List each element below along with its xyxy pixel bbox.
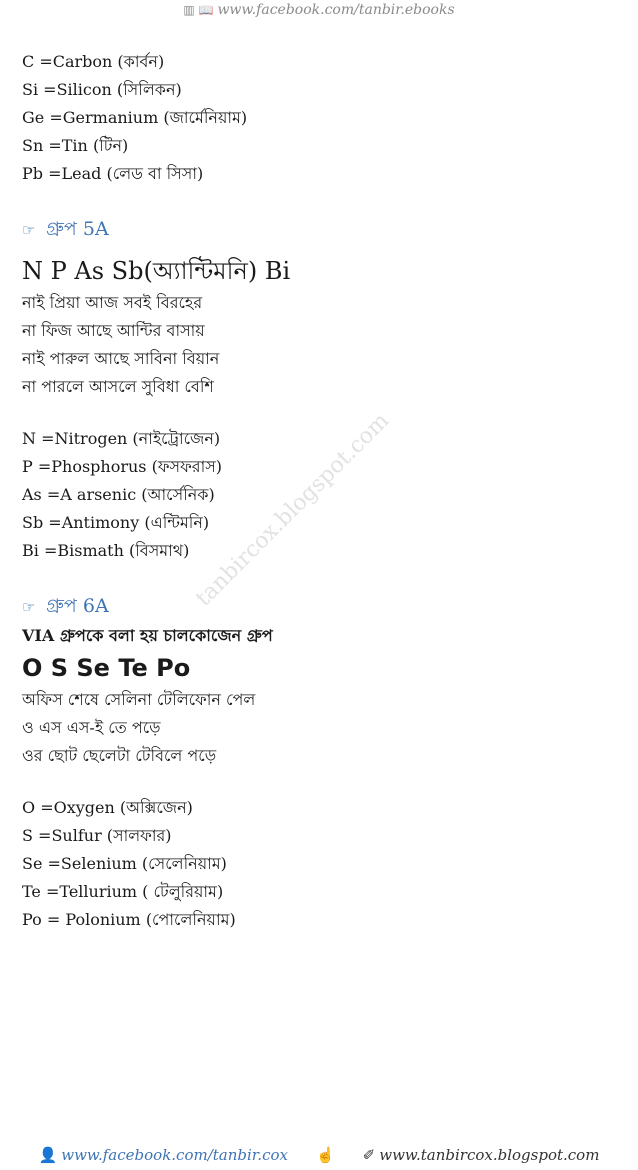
group4-element-list <box>22 48 622 188</box>
group6-heading-text: গ্রুপ 6A <box>46 595 109 617</box>
mnemonic-line: না ফিজ আছে আন্টির বাসায় <box>22 321 205 340</box>
group6-subheading: VIA গ্রুপকে বলা হয় চালকোজেন গ্রুপ <box>22 626 273 645</box>
mnemonic-line: না পারলে আসলে সুবিধা বেশি <box>22 377 214 396</box>
user-icon: 👤 <box>38 1146 58 1164</box>
element-line: P =Phosphorus (ফসফরাস) <box>22 457 223 476</box>
footer-blog-link[interactable] <box>363 1146 600 1164</box>
element-line: Se =Selenium (সেলেনিয়াম) <box>22 854 227 873</box>
group6-element-list <box>22 794 622 934</box>
link-icon: ✐ <box>362 1146 376 1164</box>
element-line: O =Oxygen (অক্সিজেন) <box>22 798 193 817</box>
mnemonic-line: নাই পারুল আছে সাবিনা বিয়ান <box>22 349 220 368</box>
mnemonic-line: নাই প্রিয়া আজ সবই বিরহের <box>22 293 203 312</box>
group5-mnemonic <box>22 289 622 401</box>
header-url: www.facebook.com/tanbir.ebooks <box>217 2 455 18</box>
element-line: S =Sulfur (সালফার) <box>22 826 172 845</box>
element-line: Te =Tellurium ( টেলুরিয়াম) <box>22 882 224 901</box>
element-line: Bi =Bismath (বিসমাথ) <box>22 541 190 560</box>
watermark: tanbircox.blogspot.com <box>191 408 395 612</box>
group6-heading <box>22 591 622 622</box>
group5-symbols: N P As Sb(অ্যান্টিমনি) Bi <box>22 257 291 285</box>
element-line: Sb =Antimony (এন্টিমনি) <box>22 513 210 532</box>
book-icon: ▥ 📖 <box>183 3 214 17</box>
group5-heading-text: গ্রুপ 5A <box>46 218 109 240</box>
element-line: C =Carbon (কার্বন) <box>22 52 165 71</box>
group5-heading <box>22 214 622 245</box>
element-line: As =A arsenic (আর্সেনিক) <box>22 485 215 504</box>
footer-left-text: www.facebook.com/tanbir.cox <box>61 1146 288 1164</box>
element-line: Ge =Germanium (জার্মেনিয়াম) <box>22 108 248 127</box>
document-body <box>22 48 622 934</box>
hand-icon: ☝ <box>315 1146 335 1164</box>
element-line: Pb =Lead (লেড বা সিসা) <box>22 164 204 183</box>
mnemonic-line: ও এস এস-ই তে পড়ে <box>22 718 161 737</box>
footer-facebook-link[interactable] <box>39 1146 288 1164</box>
group6-mnemonic <box>22 686 622 770</box>
page-header <box>0 2 638 18</box>
pointing-hand-icon: ☞ <box>22 598 36 616</box>
element-line: N =Nitrogen (নাইট্রোজেন) <box>22 429 221 448</box>
pointing-hand-icon: ☞ <box>22 221 36 239</box>
page-footer <box>0 1146 638 1164</box>
element-line: Po = Polonium (পোলেনিয়াম) <box>22 910 236 929</box>
element-line: Si =Silicon (সিলিকন) <box>22 80 182 99</box>
group5-element-list <box>22 425 622 565</box>
footer-right-text: www.tanbircox.blogspot.com <box>379 1146 600 1164</box>
element-line: Sn =Tin (টিন) <box>22 136 129 155</box>
mnemonic-line: ওর ছোট ছেলেটা টেবিলে পড়ে <box>22 746 217 765</box>
group6-symbols: O S Se Te Po <box>22 654 191 682</box>
mnemonic-line: অফিস শেষে সেলিনা টেলিফোন পেল <box>22 690 256 709</box>
